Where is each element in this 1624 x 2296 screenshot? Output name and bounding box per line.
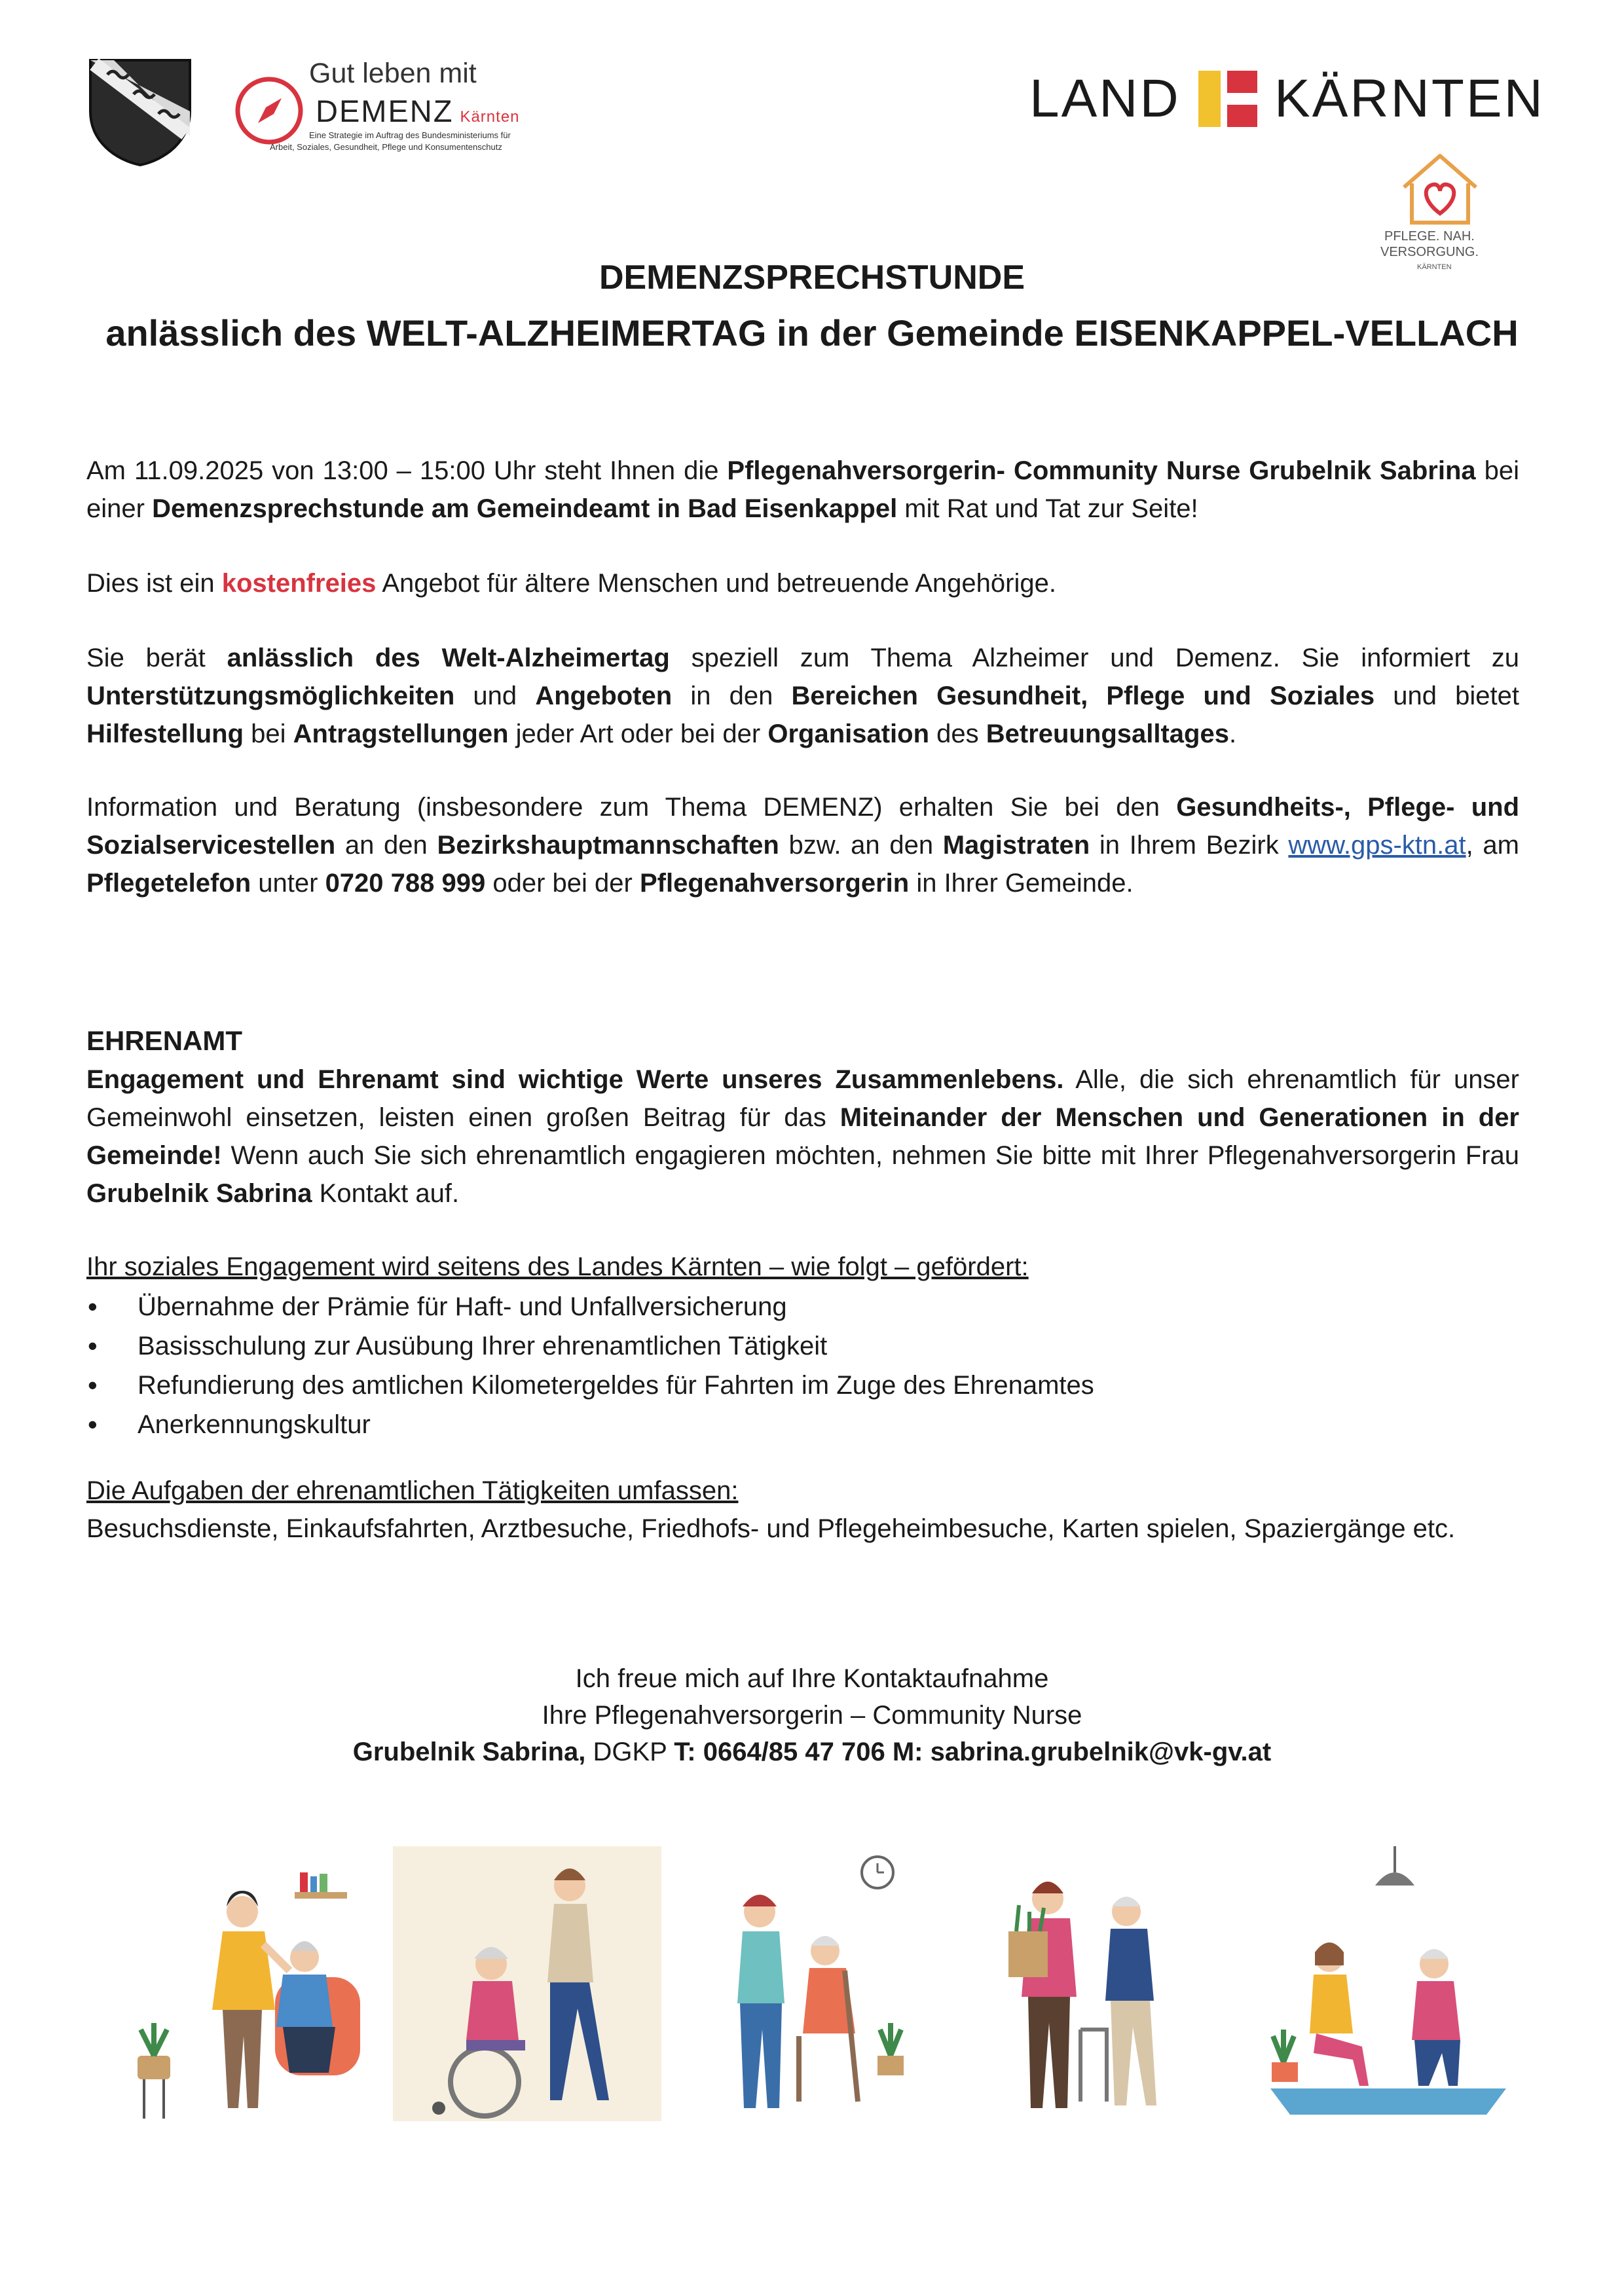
- advice-paragraph: Sie berät anlässlich des Welt-Alzheimertag speziell zum Thema Alzheimer und Demenz. Sie informiert zu Unterstützungsmöglichkeiten und Angeboten in den Bereichen Gesundheit, Pflege und Soziales und bietet Hilfestellung bei Antragstellungen jeder Art oder bei der Organisation des Betreuungsalltages.: [86, 644, 1519, 748]
- free-offer-highlight: kostenfreies: [221, 569, 377, 598]
- logo-region: Kärnten: [460, 108, 520, 126]
- title-line1: DEMENZSPRECHSTUNDE: [599, 259, 1025, 297]
- house-heart-icon: [1397, 151, 1483, 227]
- support-list: [86, 1287, 1094, 1444]
- care-logo-line1: PFLEGE. NAH.: [1384, 229, 1475, 244]
- logo-strategy-text: Eine Strategie im Auftrag des Bundesministeriums für Arbeit, Soziales, Gesundheit, Pflege und Konsumentenschutz: [270, 130, 511, 152]
- closing-block: [0, 1660, 1624, 1770]
- care-illustration: [714, 1846, 923, 2121]
- list-item: • Anerkennungskultur: [86, 1405, 1094, 1444]
- care-logo-line2: VERSORGUNG.: [1380, 245, 1479, 259]
- intro-paragraph: Am 11.09.2025 von 13:00 – 15:00 Uhr steht Ihnen die Pflegenahversorgerin- Community Nurse Grubelnik Sabrina bei einer Demenzsprechstunde am Gemeindeamt in Bad Eisenkappel mit Rat und Tat zur Seite!: [86, 456, 1519, 523]
- gps-website-link[interactable]: www.gps-ktn.at: [1288, 831, 1466, 860]
- care-logo-line3: KÄRNTEN: [1417, 263, 1452, 271]
- visit-illustration: [111, 1846, 380, 2121]
- logo-line2: DEMENZ Kärnten: [316, 94, 520, 128]
- closing-line1: Ich freue mich auf Ihre Kontaktaufnahme: [575, 1664, 1049, 1693]
- municipality-crest: [88, 58, 193, 168]
- list-item: • Übernahme der Prämie für Haft- und Unfallversicherung: [86, 1287, 1094, 1326]
- wheelchair-illustration: [393, 1846, 661, 2121]
- ehrenamt-heading: EHRENAMT: [86, 1025, 242, 1056]
- tasks-heading: Die Aufgaben der ehrenamtlichen Tätigkeiten umfassen:: [86, 1476, 739, 1505]
- reading-illustration: [1257, 1846, 1519, 2121]
- list-item: • Basisschulung zur Ausübung Ihrer ehrenamtlichen Tätigkeit: [86, 1326, 1094, 1366]
- land-kaernten-logo: [1029, 69, 1545, 128]
- carinthia-flag-icon: [1198, 71, 1257, 127]
- logo-line1: Gut leben mit: [309, 58, 477, 89]
- tasks-text: Besuchsdienste, Einkaufsfahrten, Arztbesuche, Friedhofs- und Pflegeheimbesuche, Karten spielen, Spaziergänge etc.: [86, 1514, 1456, 1543]
- list-item: • Refundierung des amtlichen Kilometergeldes für Fahrten im Zuge des Ehrenamtes: [86, 1366, 1094, 1405]
- info-paragraph: Information und Beratung (insbesondere zum Thema DEMENZ) erhalten Sie bei den Gesundheits-, Pflege- und Sozialservicestellen an den Bezirkshauptmannschaften bzw. an den Magistraten in Ihrem Bezirk www.gps-ktn.at, am Pflegetelefon unter 0720 788 999 oder bei der Pflegenahversorgerin in Ihrer Gemeinde.: [86, 793, 1519, 898]
- land-word: LAND: [1029, 69, 1181, 128]
- shopping-illustration: [982, 1846, 1198, 2121]
- offer-paragraph: Dies ist ein kostenfreies Angebot für ältere Menschen und betreuende Angehörige.: [86, 569, 1056, 598]
- contact-line: Grubelnik Sabrina, DGKP T: 0664/85 47 706 M: sabrina.grubelnik@vk-gv.at: [352, 1738, 1272, 1766]
- dementia-strategy-logo: [233, 56, 639, 168]
- contact-details: T: 0664/85 47 706 M: sabrina.grubelnik@vk-gv.at: [674, 1738, 1272, 1766]
- support-heading: Ihr soziales Engagement wird seitens des Landes Kärnten – wie folgt – gefördert:: [86, 1252, 1029, 1281]
- closing-line2: Ihre Pflegenahversorgerin – Community Nurse: [542, 1701, 1082, 1730]
- ehrenamt-paragraph: Engagement und Ehrenamt sind wichtige Werte unseres Zusammenlebens. Alle, die sich ehrenamtlich für unser Gemeinwohl einsetzen, leisten einen großen Beitrag für das Miteinander der Menschen und Generationen in der Gemeinde! Wenn auch Sie sich ehrenamtlich engagieren möchten, nehmen Sie bitte mit Ihrer Pflegenahversorgerin Frau Grubelnik Sabrina Kontakt auf.: [86, 1065, 1520, 1208]
- kaernten-word: KÄRNTEN: [1274, 69, 1545, 128]
- title-line2: anlässlich des WELT-ALZHEIMERTAG in der Gemeinde EISENKAPPEL-VELLACH: [105, 312, 1519, 354]
